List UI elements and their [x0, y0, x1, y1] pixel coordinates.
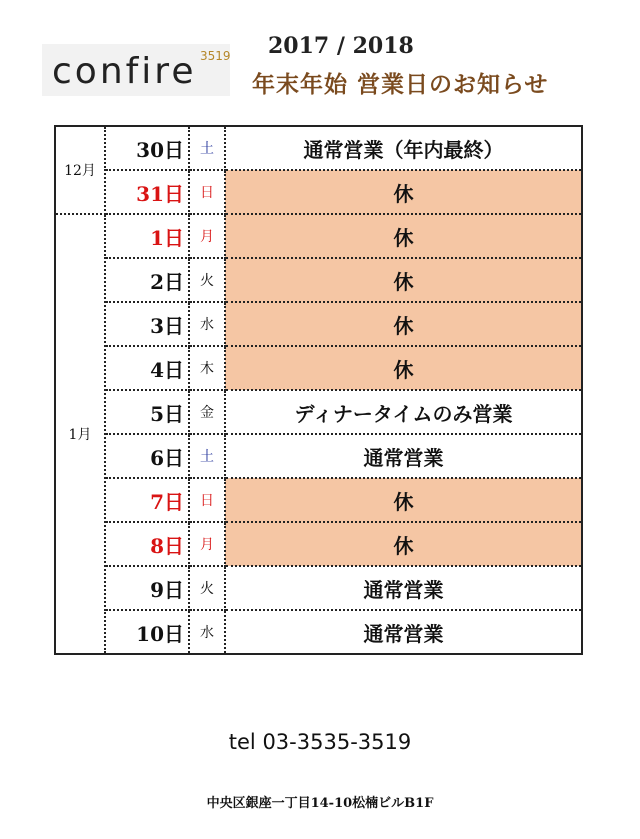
- weekday-cell: 土: [189, 126, 225, 170]
- day-cell: 9日: [105, 566, 189, 610]
- logo-number: 3519: [200, 49, 231, 63]
- status-cell: 通常営業（年内最終）: [225, 126, 582, 170]
- status-cell: 通常営業: [363, 621, 444, 646]
- day-cell: 7日: [105, 478, 189, 522]
- table-row: [55, 126, 582, 170]
- status-cell: 休: [225, 346, 582, 390]
- table-row: [55, 170, 582, 214]
- table-row: [55, 214, 582, 258]
- table-row: [55, 434, 582, 478]
- day-cell: 3日: [105, 302, 189, 346]
- weekday-cell: 金: [189, 390, 225, 434]
- weekday-cell: 日: [189, 170, 225, 214]
- weekday-cell: 木: [189, 346, 225, 390]
- table-row: [55, 610, 582, 654]
- day-cell: 4日: [105, 346, 189, 390]
- status-cell: 休: [225, 302, 582, 346]
- weekday-cell: 水: [189, 610, 225, 654]
- year-range: 2017 / 2018: [268, 33, 414, 59]
- table-row: [55, 302, 582, 346]
- status-cell: 通常営業: [225, 434, 582, 478]
- status-cell: ディナータイムのみ営業: [225, 390, 582, 434]
- weekday-cell: 火: [189, 566, 225, 610]
- day-cell: 10日: [105, 610, 189, 654]
- status-cell: 休: [225, 258, 582, 302]
- phone-number: tel 03-3535-3519: [228, 730, 412, 754]
- status-cell: 休: [225, 214, 582, 258]
- status-cell: 休: [225, 522, 582, 566]
- month-january: 1月: [55, 214, 105, 654]
- weekday-cell: 水: [189, 302, 225, 346]
- holiday-schedule-table: [54, 125, 583, 655]
- month-december: 12月: [55, 126, 105, 214]
- day-cell: 2日: [105, 258, 189, 302]
- table-row: [55, 390, 582, 434]
- logo-wordmark: confire: [52, 51, 197, 92]
- day-cell: 30日: [105, 126, 189, 170]
- weekday-cell: 火: [189, 258, 225, 302]
- weekday-cell: 土: [189, 434, 225, 478]
- table-row: [55, 346, 582, 390]
- page-title: 年末年始 営業日のお知らせ: [252, 71, 549, 98]
- weekday-cell: 月: [189, 214, 225, 258]
- confire-logo: [42, 44, 230, 96]
- day-cell: 1日: [105, 214, 189, 258]
- weekday-cell: 月: [189, 522, 225, 566]
- day-cell: 31日: [105, 170, 189, 214]
- table-row: [55, 566, 582, 610]
- day-cell: 6日: [105, 434, 189, 478]
- status-cell: 通常営業: [225, 566, 582, 610]
- day-cell: 8日: [105, 522, 189, 566]
- status-cell: 休: [225, 170, 582, 214]
- address: 中央区銀座一丁目14-10松楠ビルB1F: [206, 796, 434, 811]
- day-cell: 5日: [105, 390, 189, 434]
- table-row: [55, 258, 582, 302]
- table-row: [55, 522, 582, 566]
- status-cell: 休: [225, 478, 582, 522]
- weekday-cell: 日: [189, 478, 225, 522]
- table-row: [55, 478, 582, 522]
